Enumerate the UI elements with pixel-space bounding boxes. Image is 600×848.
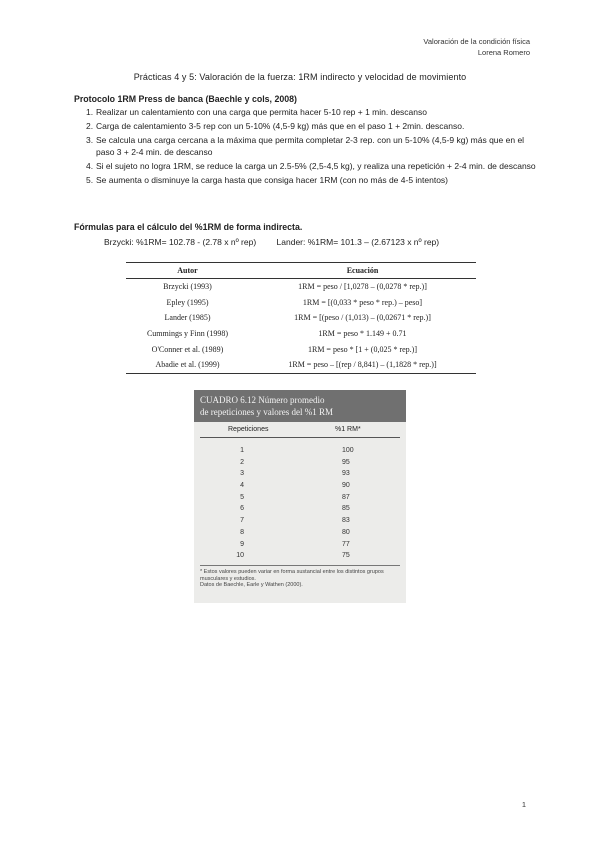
cuadro-image [194, 390, 406, 603]
page-number: 1 [521, 800, 526, 809]
divider [200, 565, 400, 566]
cuadro-footnote: * Estos valores pueden variar en forma sustancial entre los distintos grupos musculares y estudios. Datos de Baechle, Earle y Wathen (2000). [200, 569, 384, 589]
list-item: 7 83 [240, 517, 350, 525]
brzycki-formula: Brzycki: %1RM= 102.78 - (2.78 x nº rep) [104, 237, 257, 247]
step-text: Se aumenta o disminuye la carga hasta que consiga hacer 1RM (con no más de 4-5 intentos) [96, 174, 449, 185]
table-row: Lander (1985) 1RM = [(peso / (1,013) – (0,02671 * rep.)] [164, 313, 431, 323]
step-text: Se calcula una carga cercana a la máxima que permita completar 2-3 rep. con un 5-10% (4,5-9 kg) más que en el paso 3 + 2-4 min. de descanso [96, 135, 525, 157]
table-row: Epley (1995) 1RM = [(0,033 * peso * rep.) – peso] [166, 297, 423, 307]
cuadro-col-reps: Repeticiones [228, 426, 269, 433]
list-item: 6 85 [240, 505, 350, 513]
list-item: 4 90 [240, 482, 350, 490]
table-row: O'Conner et al. (1989) 1RM = peso * [1 + (0,025 * rep.)] [151, 344, 417, 354]
equation-table [126, 262, 476, 374]
lander-formula: Lander: %1RM= 101.3 – (2.67123 x nº rep) [276, 237, 440, 247]
step-item: 5. Se aumenta o disminuye la carga hasta que consiga hacer 1RM (con no más de 4-5 intentos) [86, 174, 449, 185]
protocol-heading: Protocolo 1RM Press de banca (Baechle y cols, 2008) [74, 94, 297, 104]
list-item: 2 95 [240, 458, 350, 466]
step-item: 2. Carga de calentamiento 3-5 rep con un 5-10% (4,5-9 kg) más que en el paso 1 + 2min. descanso. [86, 121, 465, 132]
list-item: 10 75 [236, 552, 350, 560]
table-row: Cummings y Finn (1998) 1RM = peso * 1.149 + 0.71 [146, 329, 407, 339]
list-item: 3 93 [240, 470, 350, 478]
protocol-steps [86, 107, 536, 189]
list-item: 5 87 [240, 493, 350, 501]
header-author: Lorena Romero [477, 48, 530, 57]
formulas-line [104, 237, 439, 247]
table-header-row [126, 263, 476, 279]
step-item: 3. Se calcula una carga cercana a la máxima que permita completar 2-3 rep. con un 5-10% (4,5-9 kg) más que en el paso 3 + 2-4 min. de descanso [86, 135, 525, 157]
list-item: 1 100 [240, 447, 354, 454]
step-text: Si el sujeto no logra 1RM, se reduce la carga un 2.5-5% (2,5-4,5 kg), y realiza una repetición + 2-4 min. de descanso [96, 160, 536, 171]
header-course: Valoración de la condición física [423, 37, 530, 46]
col-equation: Ecuación [249, 263, 476, 279]
formulas-heading: Fórmulas para el cálculo del %1RM de forma indirecta. [74, 222, 303, 232]
cuadro-title: CUADRO 6.12 Número promedio de repeticiones y valores del %1 RM [194, 390, 406, 422]
list-item: 9 77 [240, 540, 350, 548]
table-row: Brzycki (1993) 1RM = peso / [1,0278 – (0,0278 * rep.)] [163, 282, 427, 292]
step-text: Carga de calentamiento 3-5 rep con un 5-10% (4,5-9 kg) más que en el paso 1 + 2min. descanso. [96, 121, 465, 132]
divider [200, 437, 400, 438]
cuadro-col-pct: %1 RM* [335, 426, 361, 433]
page-title: Prácticas 4 y 5: Valoración de la fuerza: 1RM indirecto y velocidad de movimiento [133, 72, 467, 82]
step-item: 4. Si el sujeto no logra 1RM, se reduce la carga un 2.5-5% (2,5-4,5 kg), y realiza una repetición + 2-4 min. de descanso [86, 160, 536, 171]
table-row: Abadie et al. (1999) 1RM = peso – [(rep / 8,841) – (1,1828 * rep.)] [126, 357, 476, 373]
page-header [423, 36, 530, 58]
step-text: Realizar un calentamiento con una carga que permita hacer 5-10 rep + 1 min. descanso [96, 107, 427, 117]
step-item: 1. Realizar un calentamiento con una carga que permita hacer 5-10 rep + 1 min. descanso [86, 107, 427, 117]
list-item: 8 80 [240, 528, 350, 536]
col-author: Autor [126, 263, 249, 279]
cuadro-rows [194, 447, 406, 564]
